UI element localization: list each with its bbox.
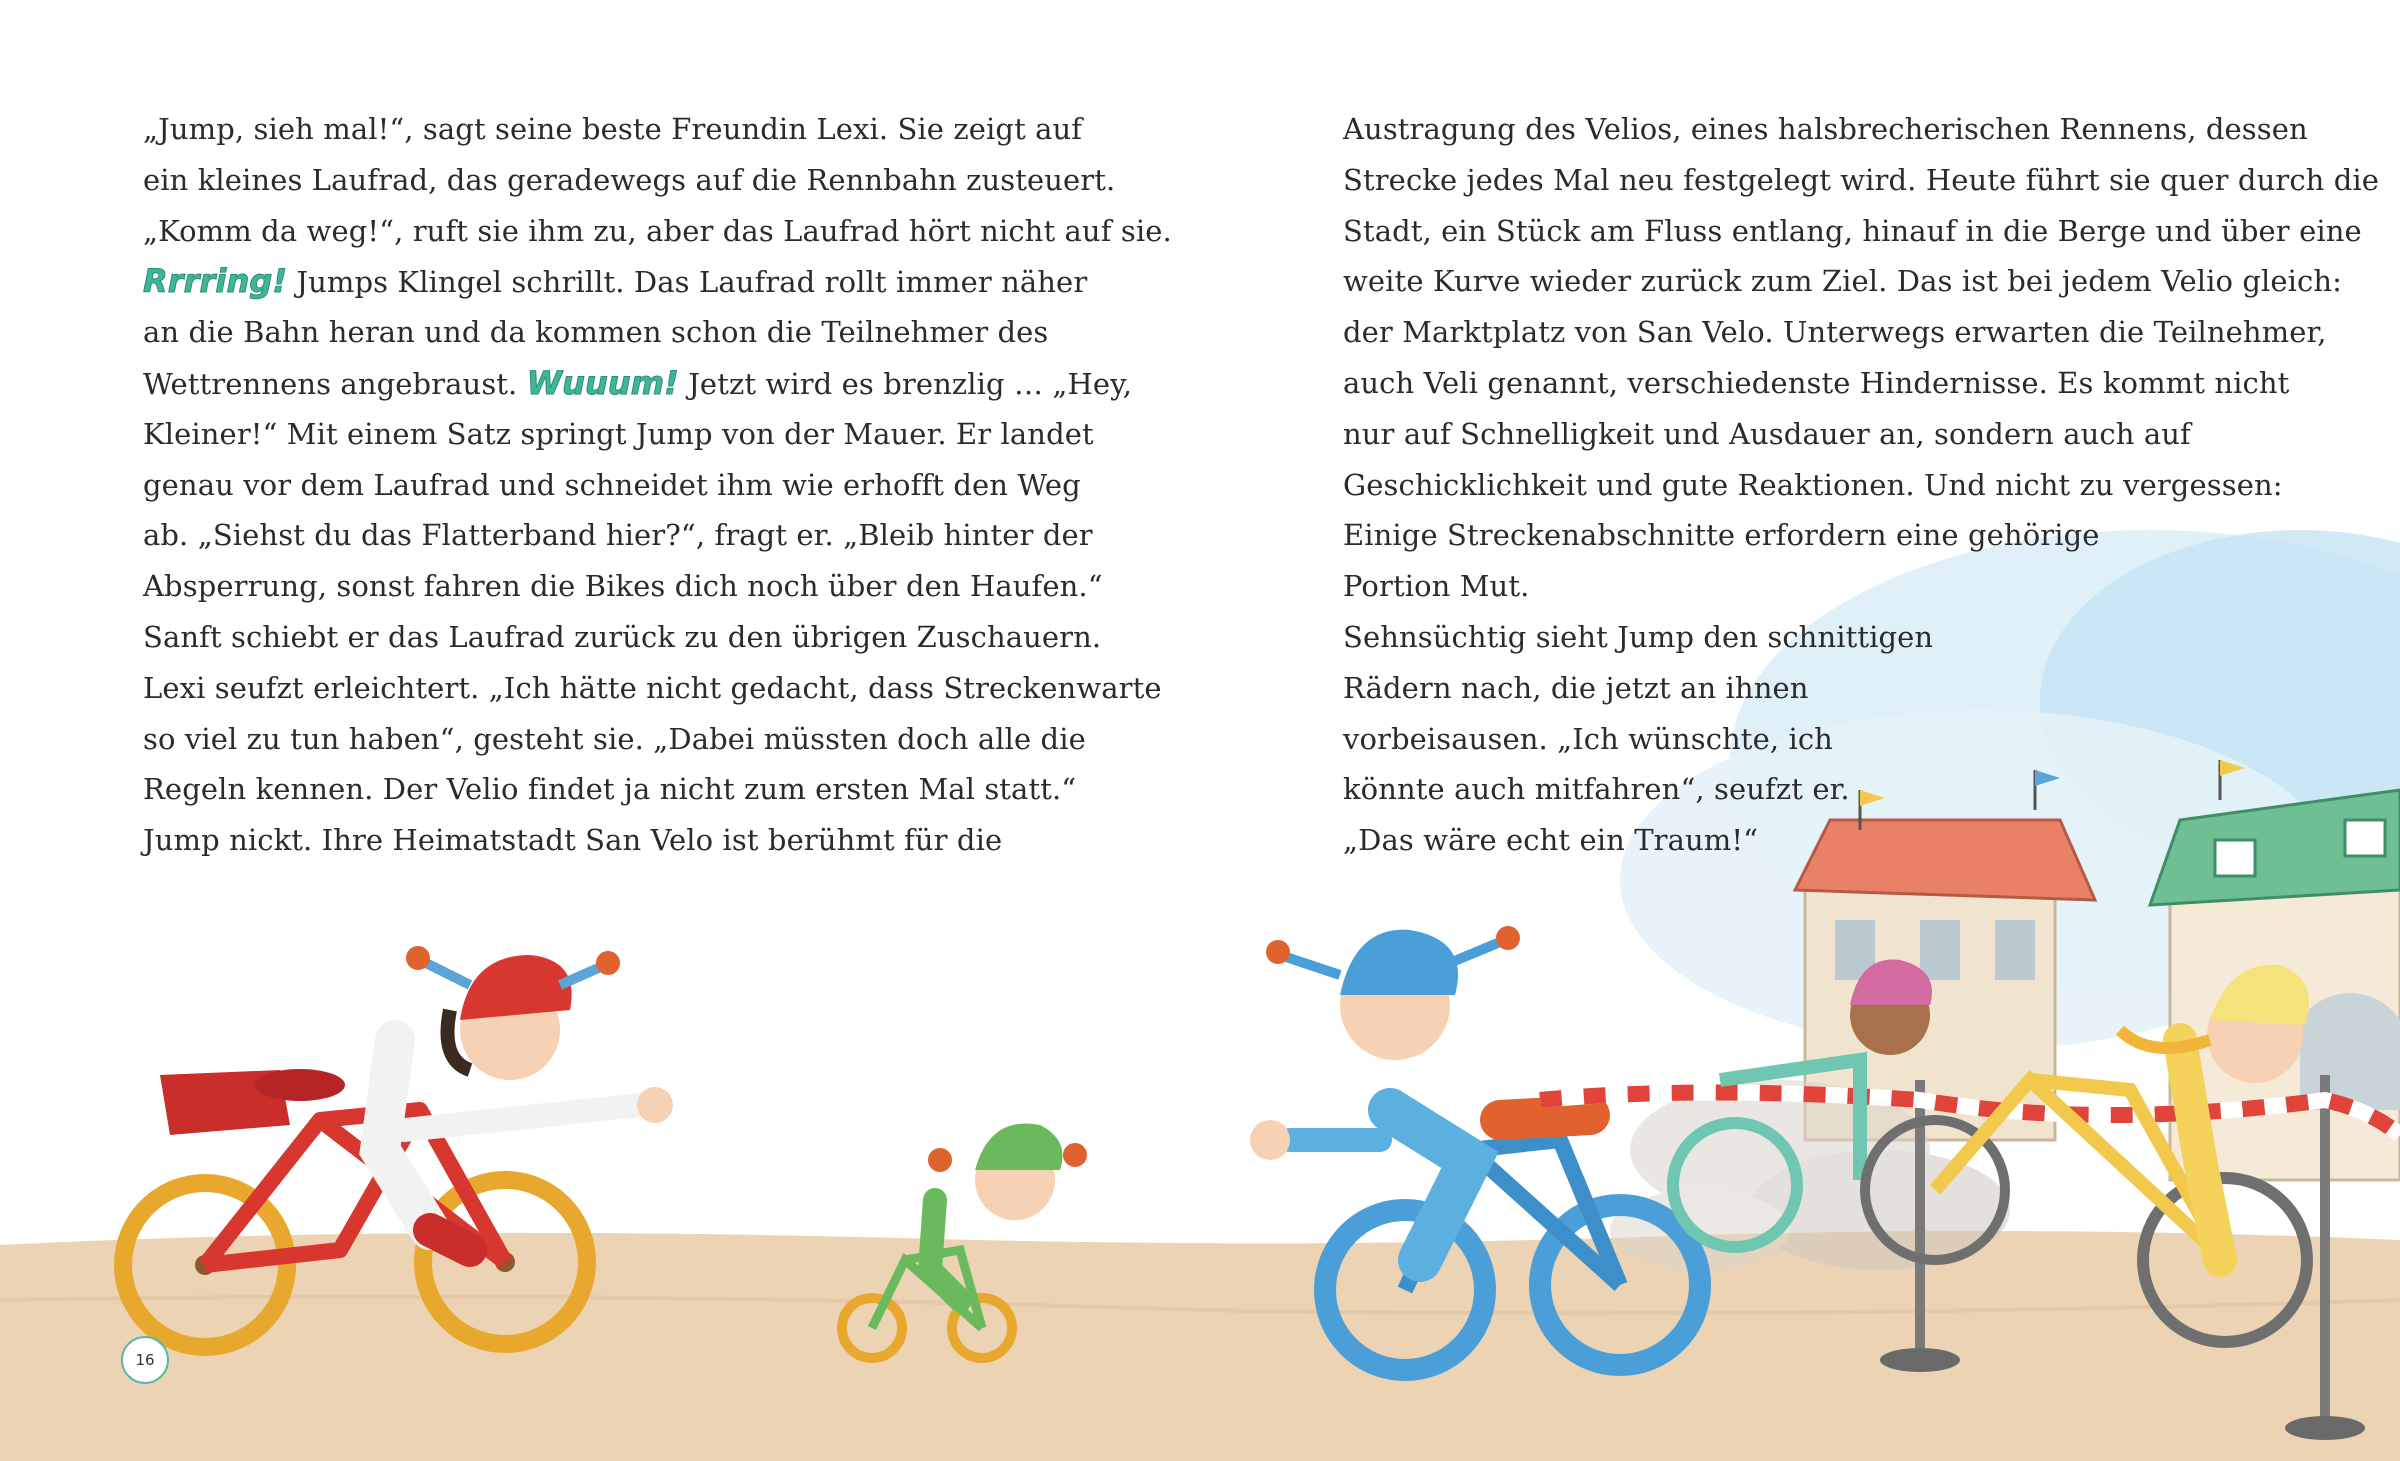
text-line: Stadt, ein Stück am Fluss entlang, hinauf in die Berge und über eine (1343, 213, 2362, 248)
text-line: Einige Streckenabschnitte erfordern eine gehörige (1343, 518, 2100, 553)
text-line: Rrrring! Jumps Klingel schrillt. Das Laufrad rollt immer näher (143, 262, 1088, 301)
text-line: nur auf Schnelligkeit und Ausdauer an, sondern auch auf (1343, 416, 2191, 451)
text-line: Wettrennens angebraust. Wuuum! Jetzt wird es brenzlig … „Hey, (143, 363, 1133, 402)
sandy-ground (0, 1231, 2400, 1461)
sound-effect-wuuum: Wuuum! (526, 363, 679, 402)
text-line: könnte auch mitfahren“, seufzt er. (1343, 772, 1850, 807)
text-line: Lexi seufzt erleichtert. „Ich hätte nicht gedacht, dass Streckenwarte (143, 670, 1162, 705)
text-line: so viel zu tun haben“, gesteht sie. „Dabei müssten doch alle die (143, 721, 1086, 756)
text-line: Geschicklichkeit und gute Reaktionen. Und nicht zu vergessen: (1343, 467, 2283, 502)
text-line: Regeln kennen. Der Velio findet ja nicht zum ersten Mal statt.“ (143, 772, 1077, 807)
text-line: „Das wäre echt ein Traum!“ (1343, 823, 1759, 858)
sound-effect-rrrring: Rrrring! (143, 262, 288, 301)
page-number-label: 16 (135, 1351, 155, 1369)
text-line: „Komm da weg!“, ruft sie ihm zu, aber das Laufrad hört nicht auf sie. (143, 213, 1172, 248)
text-line: Rädern nach, die jetzt an ihnen (1343, 670, 1809, 705)
text-line: Kleiner!“ Mit einem Satz springt Jump von der Mauer. Er landet (143, 416, 1094, 451)
text-line: weite Kurve wieder zurück zum Ziel. Das ist bei jedem Velio gleich: (1343, 264, 2343, 299)
text-line: Sehnsüchtig sieht Jump den schnittigen (1343, 619, 1934, 654)
text-line: genau vor dem Laufrad und schneidet ihm wie erhofft den Weg (143, 467, 1081, 502)
text-line: vorbeisausen. „Ich wünschte, ich (1343, 721, 1833, 756)
text-line: Portion Mut. (1343, 569, 1530, 604)
text-line: auch Veli genannt, verschiedenste Hindernisse. Es kommt nicht (1343, 365, 2290, 400)
text-line: Absperrung, sonst fahren die Bikes dich noch über den Haufen.“ (143, 569, 1103, 604)
text-line: ab. „Siehst du das Flatterband hier?“, fragt er. „Bleib hinter der (143, 518, 1093, 553)
right-text-column (1343, 104, 2380, 866)
text-line: „Jump, sieh mal!“, sagt seine beste Freundin Lexi. Sie zeigt auf (143, 112, 1083, 146)
text-line: ein kleines Laufrad, das geradewegs auf die Rennbahn zusteuert. (143, 162, 1116, 197)
text-line: Strecke jedes Mal neu festgelegt wird. Heute führt sie quer durch die (1343, 162, 2380, 197)
text-line: Jump nickt. Ihre Heimatstadt San Velo ist berühmt für die (143, 823, 1003, 858)
left-text-column (143, 104, 1172, 866)
text-line: Austragung des Velios, eines halsbrecherischen Rennens, dessen (1343, 112, 2308, 146)
text-line: an die Bahn heran und da kommen schon die Teilnehmer des (143, 315, 1049, 350)
text-line: Sanft schiebt er das Laufrad zurück zu den übrigen Zuschauern. (143, 619, 1102, 654)
page-number (121, 1336, 169, 1384)
text-line: der Marktplatz von San Velo. Unterwegs erwarten die Teilnehmer, (1343, 315, 2327, 350)
